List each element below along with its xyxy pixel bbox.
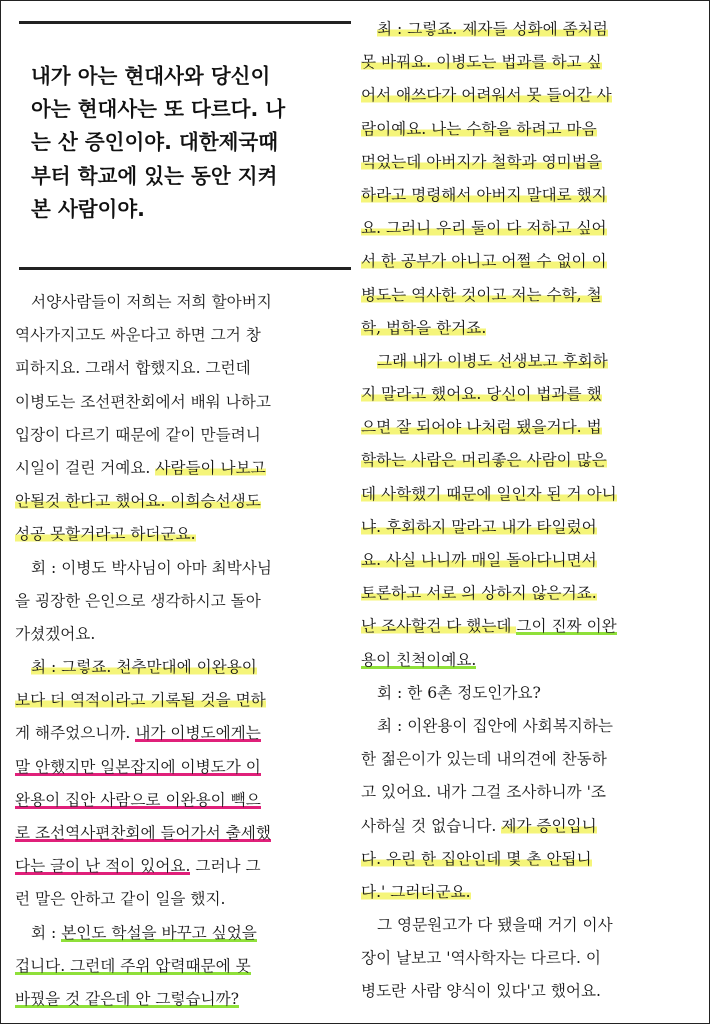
pull-quote-line: 내가 아는 현대사와 당신이 bbox=[31, 64, 271, 88]
plain-text: 을 굉장한 은인으로 생각하시고 돌아 bbox=[15, 591, 261, 610]
text-line bbox=[361, 478, 699, 511]
text-line bbox=[361, 876, 699, 909]
plain-text: 그러나 그 bbox=[190, 857, 261, 876]
text-line bbox=[15, 319, 343, 352]
plain-text: 런 말은 안하고 같이 일을 했지. bbox=[15, 890, 226, 909]
highlighted-text: 완용이 집안 사람으로 이완용이 빽으 bbox=[15, 790, 261, 809]
highlighted-text: 서 한 공부가 아니고 어쩔 수 없이 이 bbox=[361, 252, 607, 271]
highlighted-text: 겁니다. 그런데 주위 압력때문에 못 bbox=[15, 956, 251, 975]
highlighted-text: 데 사학했기 때문에 일인자 된 거 아니 bbox=[361, 484, 617, 503]
plain-text: 장이 날보고 '역사학자는 다르다. 이 bbox=[361, 949, 601, 968]
plain-text: 게 해주었으니까. bbox=[15, 724, 136, 743]
plain-text: 가셨겠어요. bbox=[15, 624, 96, 643]
pull-quote-line: 부터 학교에 있는 동안 지켜 bbox=[31, 163, 278, 188]
pull-quote-bottom-rule bbox=[19, 267, 351, 270]
plain-text: 서양사람들이 저희는 저희 할아버지 bbox=[31, 293, 272, 311]
highlighted-text: 성공 못할거라고 하더군요. bbox=[15, 525, 196, 544]
text-line bbox=[15, 618, 343, 651]
plain-text: 사하실 것 없습니다. bbox=[361, 816, 502, 835]
highlighted-text: 바꿨을 것 같은데 안 그렇습니까? bbox=[15, 989, 240, 1008]
text-line bbox=[15, 452, 343, 485]
text-line bbox=[15, 717, 343, 750]
text-line bbox=[15, 419, 343, 452]
text-line bbox=[361, 710, 699, 743]
plain-text: 최 : 이완용이 집안에 사회복지하는 bbox=[377, 716, 613, 735]
plain-text: 한 젊은이가 있는데 내의견에 찬동하 bbox=[361, 750, 607, 769]
plain-text: 입장이 다르기 때문에 같이 만들려니 bbox=[15, 425, 261, 444]
text-line bbox=[361, 743, 699, 776]
text-line bbox=[361, 677, 699, 710]
text-line bbox=[361, 179, 699, 212]
plain-text: 시일이 걸린 거예요. bbox=[15, 458, 156, 477]
text-line bbox=[361, 13, 699, 46]
text-line bbox=[15, 784, 343, 817]
text-line bbox=[15, 485, 343, 518]
text-line bbox=[361, 942, 699, 975]
left-body-text bbox=[15, 286, 343, 1016]
highlighted-text: 다. 우린 한 집안인데 몇 촌 안됩니 bbox=[361, 849, 592, 868]
pull-quote bbox=[31, 59, 346, 225]
highlighted-text: 로 조선역사편찬회에 들어가서 출세했 bbox=[15, 824, 271, 842]
text-line bbox=[361, 843, 699, 876]
highlighted-text: 다는 글이 난 적이 있어요. bbox=[15, 857, 191, 876]
highlighted-text: 하라고 명령해서 아버지 말대로 했지 bbox=[361, 185, 607, 204]
plain-text: 회 : 한 6촌 정도인가요? bbox=[377, 683, 541, 702]
highlighted-text: 다.' 그러더군요. bbox=[361, 882, 471, 901]
text-line bbox=[15, 552, 343, 585]
highlighted-text: 그이 진짜 이완 bbox=[516, 617, 617, 636]
text-line bbox=[361, 312, 699, 345]
right-body-text bbox=[361, 13, 699, 1009]
highlighted-text: 제가 증인입니 bbox=[501, 816, 597, 835]
text-line bbox=[361, 810, 699, 843]
text-line bbox=[361, 279, 699, 312]
highlighted-text: 안될것 한다고 했어요. 이희승선생도 bbox=[15, 492, 261, 511]
text-line bbox=[15, 883, 343, 916]
text-line bbox=[15, 983, 343, 1016]
pull-quote-top-rule bbox=[19, 21, 351, 24]
text-line bbox=[361, 146, 699, 179]
highlighted-text: 본인도 학설을 바꾸고 싶었을 bbox=[61, 923, 257, 942]
highlighted-text: 그래 내가 이병도 선생보고 후회하 bbox=[377, 351, 608, 370]
plain-text: 역사가지고도 싸운다고 하면 그거 창 bbox=[15, 326, 261, 345]
text-line bbox=[15, 751, 343, 784]
highlighted-text: 냐. 후회하지 말라고 내가 타일렀어 bbox=[361, 517, 597, 536]
text-line bbox=[15, 518, 343, 551]
text-line bbox=[361, 444, 699, 477]
highlighted-text: 못 바꿔요. 이병도는 법과를 하고 싶 bbox=[361, 53, 602, 72]
text-line bbox=[15, 950, 343, 983]
highlighted-text: 지 말라고 했어요. 당신이 법과를 했 bbox=[361, 385, 602, 404]
highlighted-text: 먹었는데 아버지가 철학과 영미법을 bbox=[361, 152, 602, 171]
highlighted-text: 용이 친척이예요. bbox=[361, 650, 477, 669]
text-line bbox=[361, 577, 699, 610]
plain-text: 이병도는 조선편찬회에서 배워 나하고 bbox=[15, 392, 271, 411]
highlighted-text: 람이예요. 나는 수학을 하려고 마음 bbox=[361, 119, 597, 138]
pull-quote-line: 는 산 증인이야. 대한제국때 bbox=[31, 130, 279, 155]
text-line bbox=[15, 585, 343, 618]
text-line bbox=[361, 245, 699, 278]
text-line bbox=[361, 909, 699, 942]
plain-text: 피하지요. 그래서 합했지요. 그런데 bbox=[15, 359, 251, 378]
plain-text: 회 : bbox=[31, 923, 62, 942]
text-line bbox=[15, 286, 343, 319]
highlighted-text: 말 안했지만 일본잡지에 이병도가 이 bbox=[15, 757, 261, 776]
highlighted-text: 학, 법학을 한거죠. bbox=[361, 318, 487, 337]
text-line bbox=[15, 917, 343, 950]
text-line bbox=[361, 776, 699, 809]
text-line bbox=[361, 544, 699, 577]
plain-text: 그 영문원고가 다 됐을때 거기 이사 bbox=[377, 916, 613, 935]
highlighted-text: 학하는 사람은 머리좋은 사람이 많은 bbox=[361, 451, 607, 470]
plain-text: 고 있어요. 내가 그걸 조사하니까 '조 bbox=[361, 783, 606, 802]
highlighted-text: 으면 잘 되어야 나처럼 됐을거다. 법 bbox=[361, 418, 602, 437]
text-line bbox=[361, 975, 699, 1008]
right-column bbox=[361, 1, 699, 1023]
text-line bbox=[361, 113, 699, 146]
text-line bbox=[361, 610, 699, 643]
highlighted-text: 보다 더 역적이라고 기록될 것을 면하 bbox=[15, 691, 266, 710]
highlighted-text: 난 조사할건 다 했는데 bbox=[361, 617, 517, 636]
highlighted-text: 어서 애쓰다가 어려워서 못 들어간 사 bbox=[361, 86, 612, 105]
highlighted-text: 요. 그러니 우리 둘이 다 저하고 싶어 bbox=[361, 219, 607, 238]
text-line bbox=[15, 684, 343, 717]
text-line bbox=[15, 352, 343, 385]
text-line bbox=[15, 386, 343, 419]
text-line bbox=[361, 411, 699, 444]
text-line bbox=[15, 850, 343, 883]
highlighted-text: 내가 이병도에게는 bbox=[135, 724, 261, 743]
plain-text: 병도란 사람 양식이 있다'고 했어요. bbox=[361, 982, 601, 1001]
text-line bbox=[15, 817, 343, 850]
text-line bbox=[361, 79, 699, 112]
text-line bbox=[361, 378, 699, 411]
text-line bbox=[15, 651, 343, 684]
text-line bbox=[361, 212, 699, 245]
highlighted-text: 사람들이 나보고 bbox=[155, 458, 266, 477]
text-line bbox=[361, 644, 699, 677]
pull-quote-line: 본 사람이야. bbox=[31, 196, 145, 221]
highlighted-text: 토론하고 서로 의 상하지 않은거죠. bbox=[361, 584, 597, 603]
highlighted-text: 최 : 그렇죠. 천추만대에 이완용이 bbox=[31, 658, 257, 677]
pull-quote-line: 아는 현대사는 또 다르다. 나 bbox=[31, 97, 286, 122]
highlighted-text: 요. 사실 나니까 매일 돌아다니면서 bbox=[361, 551, 597, 569]
text-line bbox=[361, 46, 699, 79]
left-column bbox=[15, 1, 343, 1023]
text-line bbox=[361, 511, 699, 544]
highlighted-text: 병도는 역사한 것이고 저는 수학, 철 bbox=[361, 285, 602, 304]
plain-text: 회 : 이병도 박사님이 아마 최박사님 bbox=[31, 558, 272, 577]
text-line bbox=[361, 345, 699, 378]
highlighted-text: 최 : 그렇죠. 제자들 성화에 좀처럼 bbox=[377, 20, 608, 38]
